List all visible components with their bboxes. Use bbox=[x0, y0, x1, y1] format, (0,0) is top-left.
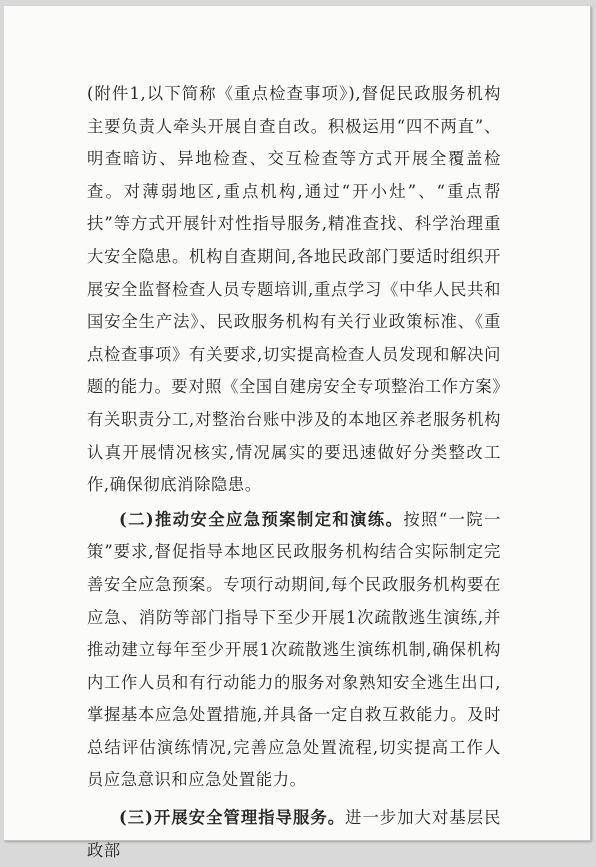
paragraph-safety-guidance-heading: (三)开展安全管理指导服务。 bbox=[119, 808, 346, 828]
paragraph-inspection bbox=[87, 78, 501, 502]
paragraph-emergency-plan-heading: (二)推动安全应急预案制定和演练。 bbox=[119, 509, 404, 529]
paragraph-emergency-plan-text: 按照“一院一策”要求,督促指导本地区民政服务机构结合实际制定完善安全应急预案。专项行动期间,每个民政服务机构要在应急、消防等部门指导下至少开展1次疏散逃生演练,并推动建立每年至少开展1次疏散逃生演练机制,确保机构内工作人员和有行动能力的服务对象熟知安全逃生出口,掌握基本应急处置措施,并具备一定自救互救能力。及时总结评估演练情况,完善应急处置流程,切实提高工作人员应急意识和应急处置能力。 bbox=[87, 509, 502, 790]
body-text bbox=[87, 78, 501, 867]
document-page bbox=[4, 6, 591, 860]
paragraph-safety-guidance-text: 进一步加大对基层民政部 bbox=[87, 808, 501, 860]
paragraph-safety-guidance bbox=[87, 802, 501, 867]
paragraph-emergency-plan bbox=[87, 504, 501, 797]
paragraph-inspection-text: (附件1,以下简称《重点检查事项》),督促民政服务机构主要负责人牵头开展自查自改。积极运用“四不两直”、明查暗访、异地检查、交互检查等方式开展全覆盖检查。对薄弱地区,重点机构,通过“开小灶”、“重点帮扶”等方式开展针对性指导服务,精准查找、科学治理重大安全隐患。机构自查期间,各地民政部门要适时组织开展安全监督检查人员专题培训,重点学习《中华人民共和国安全生产法》、民政服务机构有关行业政策标准、《重点检查事项》有关要求,切实提高检查人员发现和解决问题的能力。要对照《全国自建房安全专项整治工作方案》有关职责分工,对整治台账中涉及的本地区养老服务机构认真开展情况核实,情况属实的要迅速做好分类整改工作,确保彻底消除隐患。 bbox=[87, 84, 501, 495]
